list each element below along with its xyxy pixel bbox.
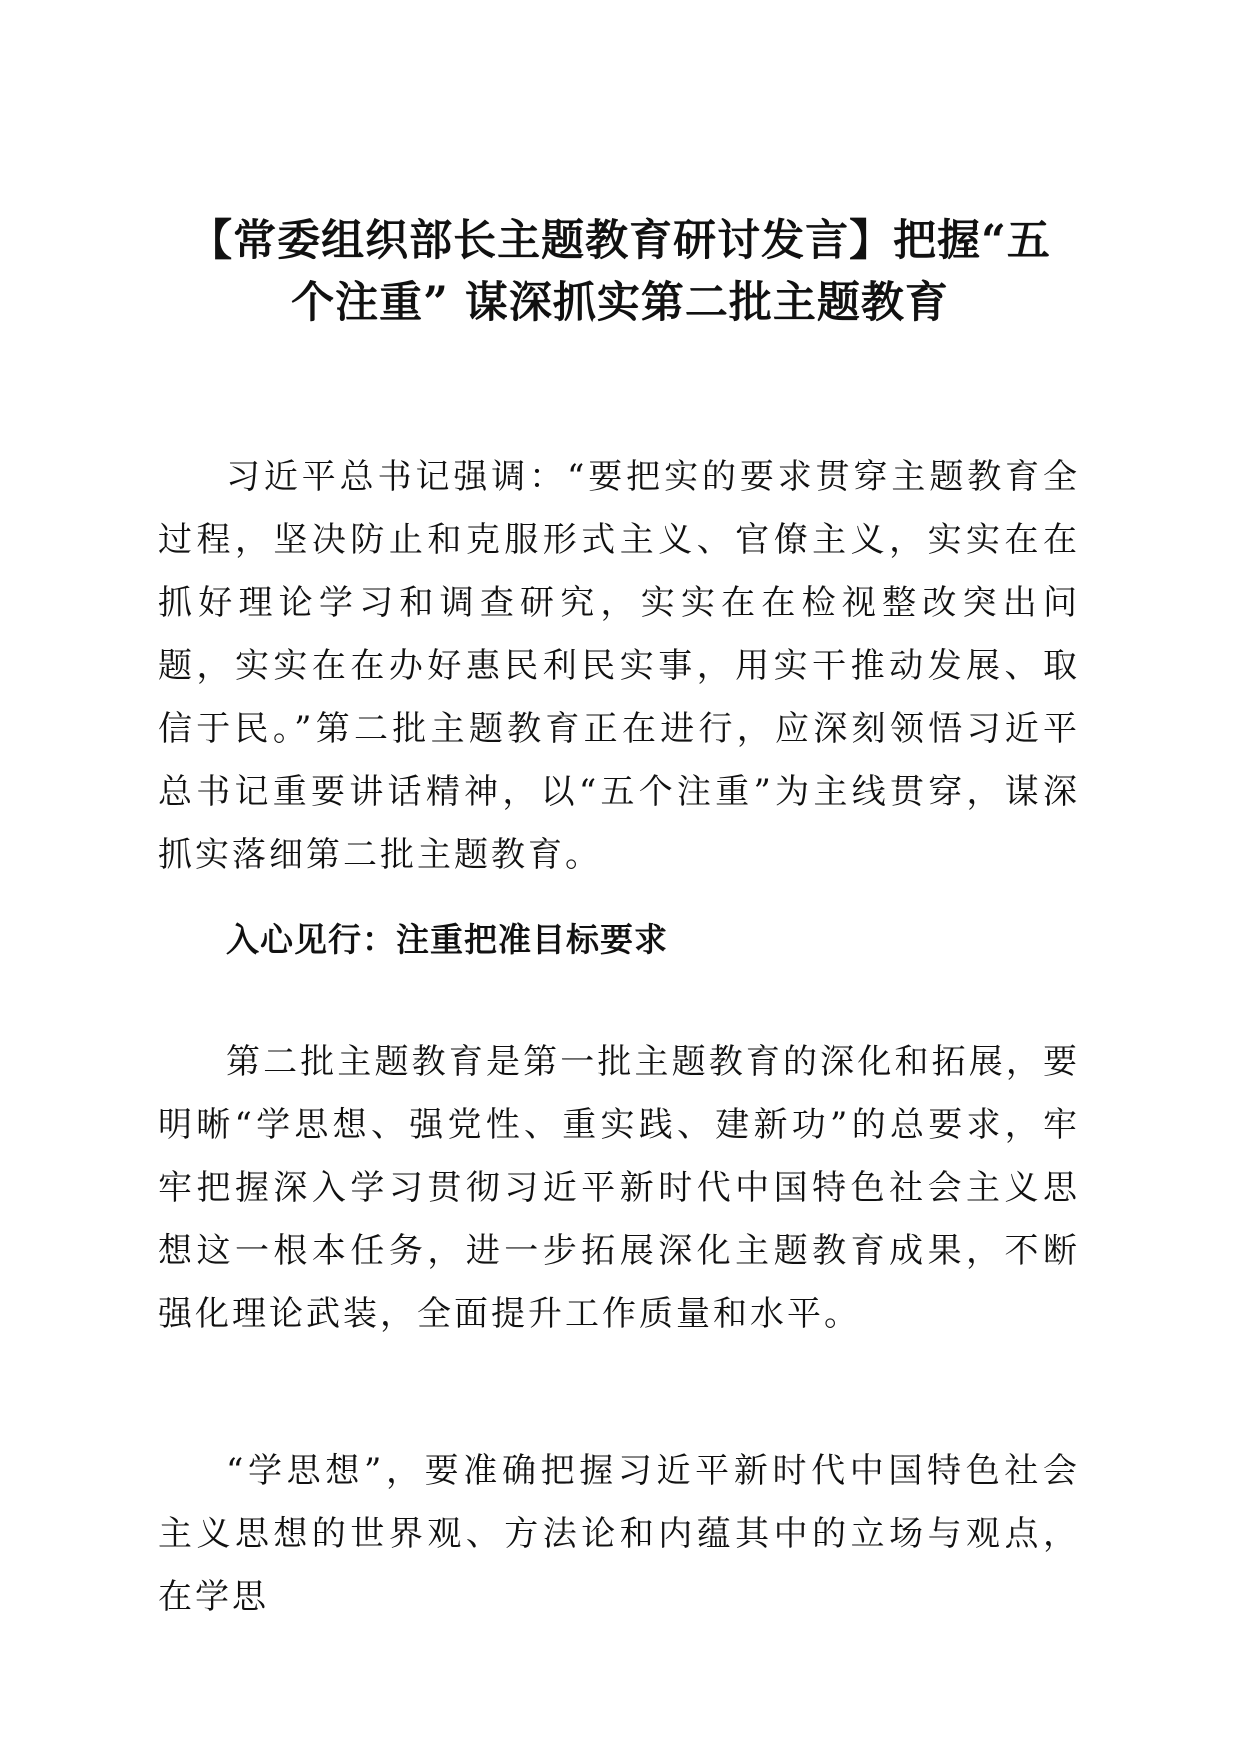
intro-paragraph: 习近平总书记强调：“要把实的要求贯穿主题教育全过程，坚决防止和克服形式主义、官僚主义，实实在在抓好理论学习和调查研究，实实在在检视整改突出问题，实实在在办好惠民利民实事，用实干推动发展、取信于民。”第二批主题教育正在进行，应深刻领悟习近平总书记重要讲话精神，以“五个注重”为主线贯穿，谋深抓实落细第二批主题教育。 [158, 457, 1080, 875]
document-title [140, 210, 1100, 334]
section-heading: 入心见行：注重把准目标要求 [226, 920, 668, 959]
body-paragraph: 第二批主题教育是第一批主题教育的深化和拓展，要明晰“学思想、强党性、重实践、建新功”的总要求，牢牢把握深入学习贯彻习近平新时代中国特色社会主义思想这一根本任务，进一步拓展深化主题教育成果，不断强化理论武装，全面提升工作质量和水平。 [158, 1042, 1080, 1334]
document-title-line-2: 个注重” 谋深抓实第二批主题教育 [291, 278, 949, 328]
body-paragraph: “学思想”，要准确把握习近平新时代中国特色社会主义思想的世界观、方法论和内蕴其中的立场与观点，在学思 [158, 1451, 1080, 1617]
document-title-line-1: 【常委组织部长主题教育研讨发言】把握“五 [189, 216, 1051, 266]
